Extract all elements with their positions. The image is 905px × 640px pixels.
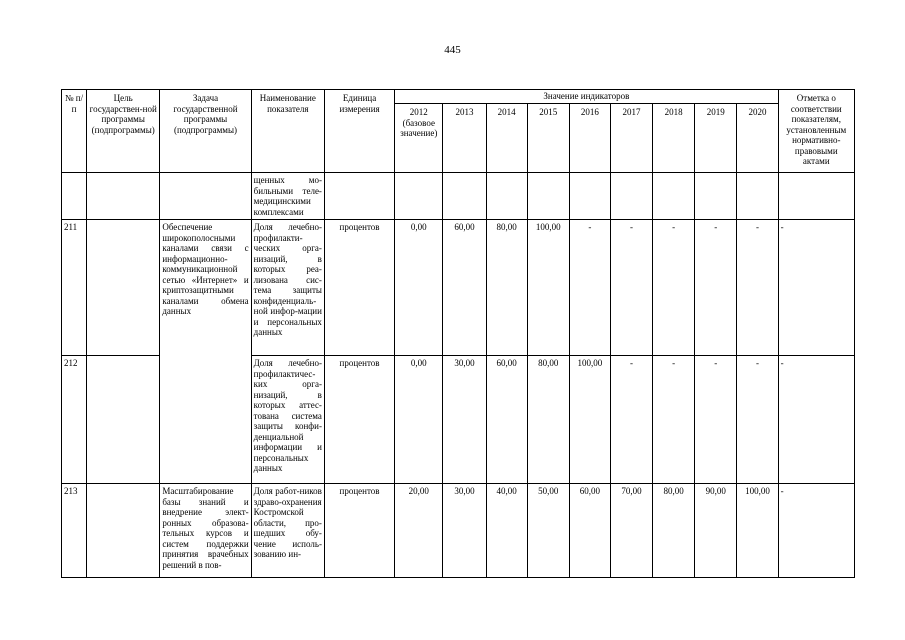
row-unit: процентов: [324, 484, 394, 578]
row-value: 60,00: [569, 484, 610, 578]
row-value: 30,00: [443, 484, 486, 578]
indicators-table-sheet: [61, 89, 855, 577]
row-value: 20,00: [395, 484, 443, 578]
row-no: 213: [62, 484, 87, 578]
row-value: [486, 173, 527, 220]
header-task: Задача государственной программы (подпрограммы): [160, 90, 251, 173]
row-task: Масштабирование базы знаний и внедрение элект-ронных образова-тельных курсов и систем поддержки принятия врачебных решений в пов-: [160, 484, 251, 578]
row-value: 60,00: [443, 220, 486, 356]
header-year: 2018: [653, 104, 695, 173]
row-note: -: [778, 356, 854, 484]
row-goal: [87, 220, 160, 356]
header-year: 2016: [569, 104, 610, 173]
row-value: 50,00: [527, 484, 569, 578]
row-value: -: [653, 356, 695, 484]
header-row-top: [62, 90, 855, 104]
row-value: 70,00: [610, 484, 652, 578]
header-indicator: Наименование показателя: [251, 90, 324, 173]
row-note: -: [778, 484, 854, 578]
header-no: № п/п: [62, 90, 87, 173]
header-values: Значение индикаторов: [395, 90, 778, 104]
row-value: [610, 173, 652, 220]
row-no: [62, 173, 87, 220]
row-unit: процентов: [324, 356, 394, 484]
row-indicator: щенных мо-бильными теле-медицинскими комплексами: [251, 173, 324, 220]
row-goal: [87, 484, 160, 578]
header-year: 2015: [527, 104, 569, 173]
row-note: -: [778, 220, 854, 356]
row-note: [778, 173, 854, 220]
row-indicator: Доля лечебно-профилакти-ческих орга-низаций, в которых реа-лизована сис-тема защиты конфиденциаль-ной инфор-мации и персональных данных: [251, 220, 324, 356]
row-value: 80,00: [653, 484, 695, 578]
row-indicator: Доля лечебно-профилактичес-ких орга-низаций, в которых аттес-тована система защиты конфи-денциальной информации и персональных данных: [251, 356, 324, 484]
row-value: 100,00: [737, 484, 778, 578]
row-value: [653, 173, 695, 220]
header-unit: Единица измерения: [324, 90, 394, 173]
header-year: 2020: [737, 104, 778, 173]
row-value: 100,00: [527, 220, 569, 356]
row-value: 60,00: [486, 356, 527, 484]
row-value: 100,00: [569, 356, 610, 484]
row-value: 80,00: [486, 220, 527, 356]
row-value: 90,00: [695, 484, 737, 578]
row-value: [737, 173, 778, 220]
table-row: [62, 484, 855, 578]
row-goal: [87, 173, 160, 220]
header-year: 2017: [610, 104, 652, 173]
row-value: [527, 173, 569, 220]
row-value: [395, 173, 443, 220]
header-note: Отметка о соответствии показателям, установленным нормативно-правовыми актами: [778, 90, 854, 173]
row-value: 0,00: [395, 356, 443, 484]
row-value: -: [653, 220, 695, 356]
header-goal: Цель государствен-ной программы (подпрограммы): [87, 90, 160, 173]
row-unit: [324, 173, 394, 220]
row-value: -: [695, 220, 737, 356]
row-unit: процентов: [324, 220, 394, 356]
row-value: -: [569, 220, 610, 356]
row-goal: [87, 356, 160, 484]
table-row: [62, 220, 855, 356]
row-value: -: [737, 220, 778, 356]
row-value: 40,00: [486, 484, 527, 578]
header-year: 2013: [443, 104, 486, 173]
page-number: 445: [444, 44, 461, 56]
row-value: 0,00: [395, 220, 443, 356]
indicators-table: [61, 89, 855, 578]
header-year: 2012 (базовое значение): [395, 104, 443, 173]
row-task: Обеспечение широкополосными каналами связи с информационно-коммуникационной сетью «Интернет» и криптозащитными каналами обмена данных: [160, 220, 251, 484]
row-no: 211: [62, 220, 87, 356]
row-value: -: [695, 356, 737, 484]
table-row: [62, 173, 855, 220]
row-value: [695, 173, 737, 220]
header-year: 2019: [695, 104, 737, 173]
row-task: [160, 173, 251, 220]
header-year: 2014: [486, 104, 527, 173]
row-value: 80,00: [527, 356, 569, 484]
row-value: -: [610, 220, 652, 356]
row-value: [443, 173, 486, 220]
row-value: -: [610, 356, 652, 484]
row-value: [569, 173, 610, 220]
row-no: 212: [62, 356, 87, 484]
row-value: -: [737, 356, 778, 484]
row-indicator: Доля работ-ников здраво-охранения Костромской области, про-шедших обу-чение исполь-зованию ин-: [251, 484, 324, 578]
row-value: 30,00: [443, 356, 486, 484]
